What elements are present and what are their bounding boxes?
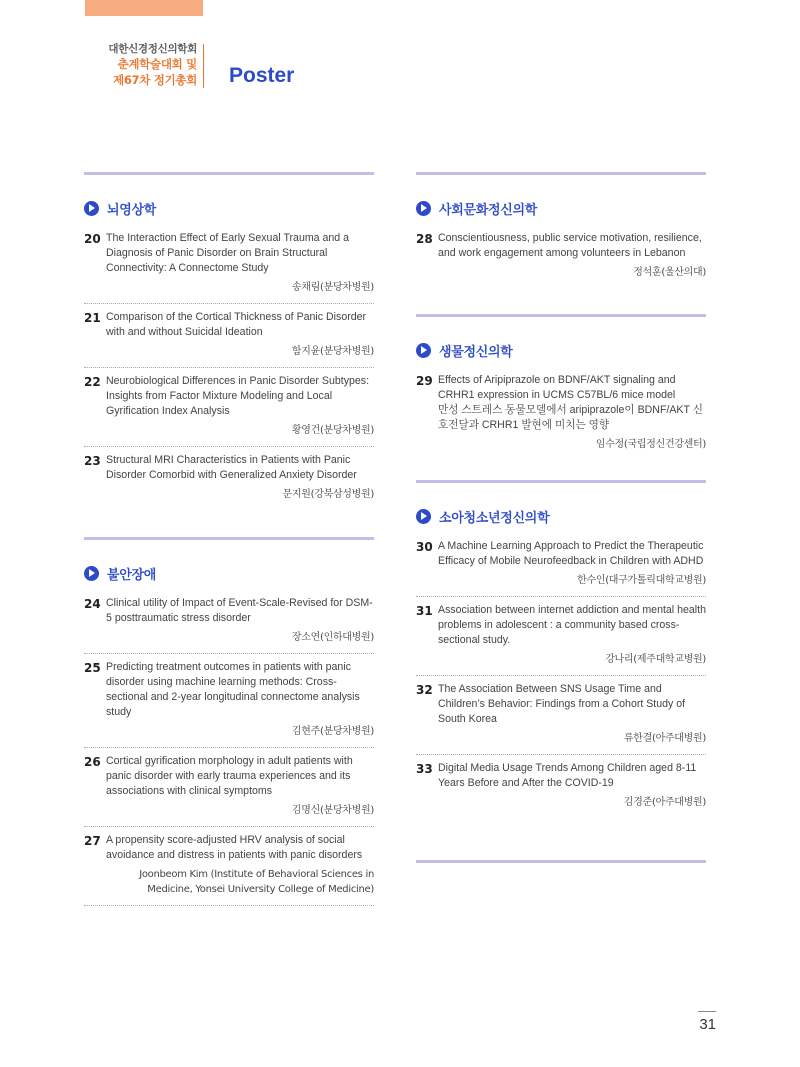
page-title: Poster — [229, 64, 295, 87]
list-item — [416, 533, 706, 597]
item-author: 정석훈(울산의대) — [633, 267, 706, 278]
list-item — [416, 755, 706, 818]
item-author: 황영건(분당차병원) — [291, 425, 374, 436]
section-title: 소아청소년정신의학 — [439, 510, 550, 526]
item-title: Effects of Aripiprazole on BDNF/AKT signaling and CRHR1 expression in UCMS C57BL/6 mice model — [438, 374, 676, 401]
section-divider — [84, 537, 374, 540]
item-title: A propensity score-adjusted HRV analysis of social avoidance and distress in patients with panic disorders — [106, 834, 363, 861]
item-title: Structural MRI Characteristics in Patients with Panic Disorder Comorbid with Generalized Anxiety Disorder — [106, 454, 357, 481]
item-number: 30 — [416, 540, 433, 554]
list-item — [84, 827, 374, 906]
item-author: 김현주(분당차병원) — [291, 726, 374, 737]
item-number: 29 — [416, 374, 433, 388]
play-icon — [416, 509, 431, 524]
list-item — [84, 654, 374, 748]
list-item — [416, 367, 706, 460]
item-title-korean: 만성 스트레스 동물모델에서 aripiprazole이 BDNF/AKT 신호전달과 CRHR1 발현에 미치는 영향 — [438, 404, 703, 431]
section-anxiety — [84, 537, 374, 906]
list-item — [84, 304, 374, 368]
item-author: 장소연(인하대병원) — [291, 632, 374, 643]
item-author: 한수인(대구가톨릭대학교병원) — [577, 575, 706, 586]
society-name: 대한신경정신의학회 — [108, 43, 197, 55]
item-title: Cortical gyrification morphology in adult patients with panic disorder with early trauma experiences and its associations with clinical symptoms — [106, 755, 353, 797]
item-author: Joonbeom Kim (Institute of Behavioral Sciences in Medicine, Yonsei University College of Medicine) — [139, 869, 374, 895]
item-number: 24 — [84, 597, 101, 611]
item-number: 31 — [416, 604, 433, 618]
play-icon — [416, 201, 431, 216]
section-title: 사회문화정신의학 — [439, 202, 538, 218]
item-number: 32 — [416, 683, 433, 697]
section-end-divider-wrap — [416, 860, 706, 863]
item-author: 함지윤(분당차병원) — [291, 346, 374, 357]
play-icon — [84, 566, 99, 581]
section-biological — [416, 314, 706, 460]
item-author: 임수정(국립정신건강센터) — [595, 439, 706, 450]
item-number: 21 — [84, 311, 101, 325]
item-number: 33 — [416, 762, 433, 776]
list-item — [84, 447, 374, 510]
list-item — [416, 225, 706, 288]
section-divider — [84, 172, 374, 175]
list-item — [416, 597, 706, 676]
society-header — [85, 42, 197, 88]
item-title: Predicting treatment outcomes in patients with panic disorder using machine learning methods: Cross-sectional and 2-year longitudinal connectome analysis study — [106, 661, 360, 718]
section-title: 불안장애 — [107, 567, 157, 583]
item-title: Clinical utility of Impact of Event-Scale-Revised for DSM-5 posttraumatic stress disorder — [106, 597, 373, 624]
item-number: 28 — [416, 232, 433, 246]
list-item — [416, 676, 706, 755]
page-number: 31 — [699, 1016, 716, 1033]
top-tab-decoration — [85, 0, 203, 16]
item-title: A Machine Learning Approach to Predict the Therapeutic Efficacy of Mobile Neurofeedback in Children with ADHD — [438, 540, 704, 567]
item-number: 22 — [84, 375, 101, 389]
section-divider — [416, 860, 706, 863]
item-author: 류한결(아주대병원) — [623, 733, 706, 744]
list-item — [84, 748, 374, 827]
item-author: 김명신(분당차병원) — [291, 805, 374, 816]
item-title: Neurobiological Differences in Panic Disorder Subtypes: Insights from Factor Mixture Modeling and Local Gyrification Index Analysis — [106, 375, 370, 417]
item-title: Association between internet addiction and mental health problems in adolescent : a community based cross-sectional study. — [438, 604, 706, 646]
section-child — [416, 480, 706, 818]
section-divider — [416, 172, 706, 175]
section-divider — [416, 480, 706, 483]
item-title: Comparison of the Cortical Thickness of Panic Disorder with and without Suicidal Ideation — [106, 311, 367, 338]
section-neuroimaging — [84, 172, 374, 510]
item-number: 26 — [84, 755, 101, 769]
item-title: The Association Between SNS Usage Time and Children’s Behavior: Findings from a Cohort Study of South Korea — [438, 683, 686, 725]
section-divider — [416, 314, 706, 317]
item-number: 25 — [84, 661, 101, 675]
list-item — [84, 590, 374, 654]
conference-line2: 제67차 정기총회 — [113, 73, 197, 87]
item-author: 송채림(분당차병원) — [291, 282, 374, 293]
item-author: 김경준(아주대병원) — [623, 797, 706, 808]
item-number: 27 — [84, 834, 101, 848]
play-icon — [416, 343, 431, 358]
section-title: 뇌영상학 — [107, 202, 157, 218]
list-item — [84, 225, 374, 304]
item-author: 강나리(제주대학교병원) — [605, 654, 706, 665]
item-number: 23 — [84, 454, 101, 468]
item-number: 20 — [84, 232, 101, 246]
section-social — [416, 172, 706, 288]
list-item — [84, 368, 374, 447]
page-number-rule — [698, 1011, 716, 1012]
section-title: 생물정신의학 — [439, 344, 513, 360]
item-title: Digital Media Usage Trends Among Children aged 8-11 Years Before and After the COVID-19 — [438, 762, 697, 789]
header-divider — [203, 44, 204, 88]
item-title: Conscientiousness, public service motivation, resilience, and work engagement among volunteers in Lebanon — [438, 232, 702, 259]
item-title: The Interaction Effect of Early Sexual Trauma and a Diagnosis of Panic Disorder on Brain Structural Connectivity: A Connectome Study — [106, 232, 350, 274]
conference-line1: 춘계학술대회 및 — [117, 57, 197, 71]
item-author: 문지원(강북삼성병원) — [282, 489, 374, 500]
play-icon — [84, 201, 99, 216]
